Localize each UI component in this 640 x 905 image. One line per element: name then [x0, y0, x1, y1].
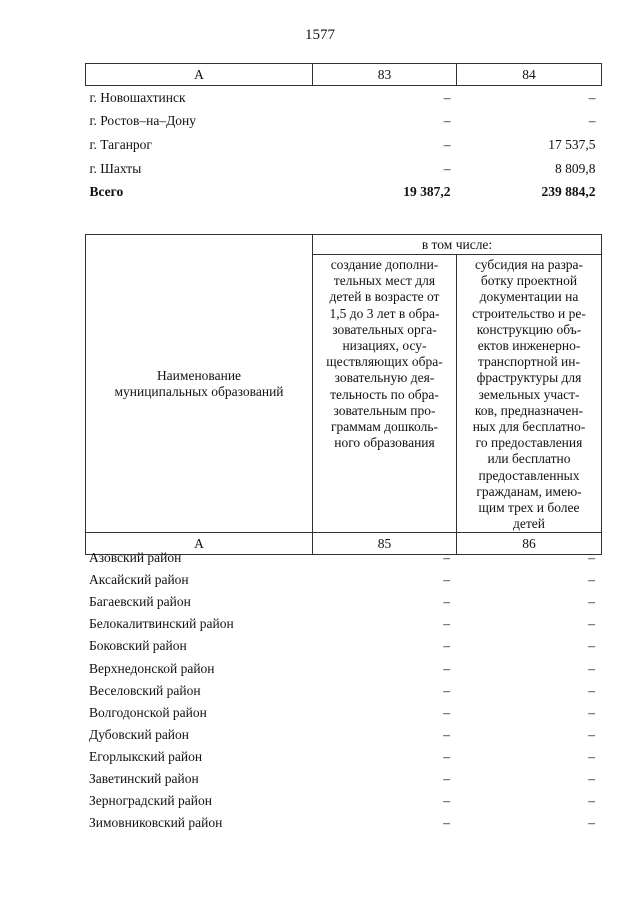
desc-line: зовательным про-	[333, 402, 436, 418]
desc-line: зовательных орга-	[332, 321, 437, 337]
row-name: Белокалитвинский район	[89, 616, 234, 632]
desc-line: ектов инженерно-	[477, 338, 581, 354]
row-value-86: –	[588, 748, 595, 764]
desc-line: конструкцию объ-	[476, 321, 582, 337]
row-name: г. Новошахтинск	[89, 89, 186, 105]
row-value-86: –	[588, 682, 595, 698]
desc-line: ного образования	[334, 435, 435, 451]
row-value-83: –	[443, 136, 451, 152]
row-value-85: –	[443, 815, 450, 831]
table-row	[85, 724, 601, 746]
row-value-85: –	[443, 748, 450, 764]
row-value-85: –	[443, 770, 450, 786]
row-value-85: –	[443, 638, 450, 654]
desc-line: или бесплатно	[487, 451, 571, 467]
total-row	[86, 180, 602, 204]
row-value-86: –	[588, 572, 595, 588]
desc-line: ков, предназначен-	[474, 402, 584, 418]
row-value-85: –	[443, 793, 450, 809]
table-row	[85, 613, 601, 635]
row-value-86: –	[588, 793, 595, 809]
table-row	[86, 157, 602, 181]
table-row	[85, 591, 601, 613]
column-header-84: 84	[457, 64, 602, 86]
row-name: г. Шахты	[89, 160, 142, 176]
row-name: Верхнедонской район	[89, 660, 215, 676]
row-name: Багаевский район	[89, 594, 191, 610]
desc-line: 1,5 до 3 лет в обра-	[329, 305, 440, 321]
desc-line: строительство и ре-	[472, 305, 586, 321]
table-85-86-header	[85, 234, 602, 555]
row-name: г. Таганрог	[89, 136, 152, 152]
table-row	[85, 790, 601, 812]
desc-line: щим трех и более	[478, 500, 580, 516]
table-row	[85, 569, 601, 591]
desc-line: создание дополни-	[330, 257, 439, 272]
desc-line: документации на	[479, 289, 579, 305]
total-value-83: 19 387,2	[403, 184, 451, 200]
municipality-column-header	[86, 235, 313, 533]
row-value-86: –	[588, 594, 595, 610]
municipality-header-line2: муниципальных образований	[114, 383, 284, 399]
row-value-84: 8 809,8	[555, 160, 596, 176]
desc-line: транспортной ин-	[478, 354, 580, 370]
column-86-description	[457, 255, 602, 533]
desc-line: субсидия на разра-	[474, 257, 584, 272]
table-row	[85, 635, 601, 657]
row-value-86: –	[588, 704, 595, 720]
desc-line: тельных мест для	[333, 273, 436, 289]
desc-line: фраструктуры для	[476, 370, 582, 386]
row-value-85: –	[443, 682, 450, 698]
row-name: Азовский район	[89, 550, 182, 566]
desc-line: ботку проектной	[480, 273, 578, 289]
column-header-83: 83	[313, 64, 457, 86]
row-name: Зерноградский район	[89, 793, 212, 809]
row-value-84: –	[588, 113, 596, 129]
row-value-84: –	[588, 89, 596, 105]
column-85-description	[313, 255, 457, 533]
table-85-86-body	[85, 547, 601, 834]
table-header-row	[86, 64, 602, 86]
row-value-86: –	[588, 616, 595, 632]
row-value-84: 17 537,5	[548, 136, 596, 152]
row-name: Зимовниковский район	[89, 815, 223, 831]
row-name: Егорлыкский район	[89, 748, 203, 764]
desc-line: детей	[513, 516, 545, 532]
table-row	[86, 86, 602, 110]
table-row	[85, 812, 601, 834]
row-value-83: –	[443, 113, 451, 129]
row-value-83: –	[443, 89, 451, 105]
row-name: Аксайский район	[89, 572, 189, 588]
table-83-84	[85, 63, 602, 204]
desc-line: го предоставления	[475, 435, 583, 451]
row-value-86: –	[588, 815, 595, 831]
desc-line: ществляющих обра-	[326, 354, 443, 370]
desc-line: граммам дошколь-	[330, 419, 439, 435]
table-row	[85, 702, 601, 724]
row-value-86: –	[588, 770, 595, 786]
total-value-84: 239 884,2	[541, 184, 596, 200]
row-value-85: –	[443, 550, 450, 566]
row-name: Волгодонской район	[89, 704, 207, 720]
desc-line: ных для бесплатно-	[472, 419, 586, 435]
row-name: Веселовский район	[89, 682, 201, 698]
total-label: Всего	[89, 184, 124, 200]
desc-line: предоставленных	[478, 467, 580, 483]
row-name: Заветинский район	[89, 770, 199, 786]
row-name: г. Ростов–на–Дону	[89, 113, 197, 129]
row-value-85: –	[443, 704, 450, 720]
desc-line: земельных участ-	[478, 386, 580, 402]
table-row	[86, 133, 602, 157]
row-value-85: –	[443, 594, 450, 610]
row-value-85: –	[443, 726, 450, 742]
table-row	[85, 680, 601, 702]
desc-line: гражданам, имею-	[476, 483, 582, 499]
page-number: 1577	[305, 27, 335, 43]
column-header-a: А	[86, 64, 313, 86]
desc-line: зовательную дея-	[334, 370, 435, 386]
desc-line: детей в возрасте от	[329, 289, 440, 305]
row-name: Дубовский район	[89, 726, 190, 742]
table-row	[85, 768, 601, 790]
table-row	[86, 110, 602, 134]
row-name: Боковский район	[89, 638, 187, 654]
row-value-85: –	[443, 572, 450, 588]
desc-line: тельность по обра-	[330, 386, 439, 402]
row-value-86: –	[588, 660, 595, 676]
including-header: в том числе:	[313, 235, 602, 255]
table-row	[85, 547, 601, 569]
row-value-85: –	[443, 660, 450, 676]
table-row	[85, 746, 601, 768]
column-letter-85: 85	[313, 533, 457, 555]
desc-line: низациях, осу-	[342, 338, 427, 354]
municipality-header-line1: Наименование	[156, 367, 242, 383]
row-value-86: –	[588, 550, 595, 566]
column-letter-86: 86	[457, 533, 602, 555]
table-row	[85, 657, 601, 679]
row-value-86: –	[588, 638, 595, 654]
row-value-83: –	[443, 160, 451, 176]
column-letter-a: А	[86, 533, 313, 555]
row-value-85: –	[443, 616, 450, 632]
row-value-86: –	[588, 726, 595, 742]
